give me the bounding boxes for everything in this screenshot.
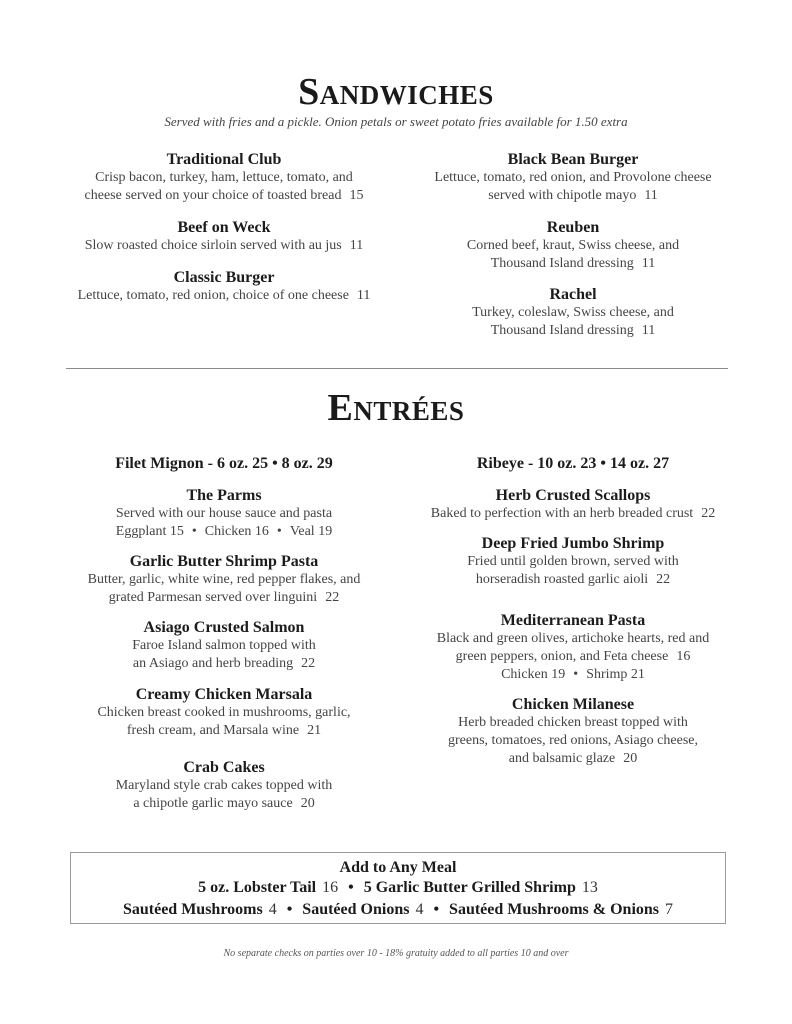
item-desc: Baked to perfection with an herb breaded crust [430,506,694,521]
filet-mignon-line: Filet Mignon - 6 oz. 25 • 8 oz. 29 [115,455,333,472]
item-desc: horseradish roasted garlic aioli [475,572,649,587]
item-desc: Fried until golden brown, served with [467,554,679,569]
item-desc-line2 [394,255,752,273]
item-name: Herb Crusted Scallops [495,487,651,504]
footer-note: No separate checks on parties over 10 - 18% gratuity added to all parties 10 and over [223,948,569,959]
item-name: Asiago Crusted Salmon [143,619,305,636]
sandwiches-title: Sandwiches [298,71,494,113]
item-name: Creamy Chicken Marsala [135,686,313,703]
sandwiches-subtitle: Served with fries and a pickle. Onion petals or sweet potato fries available for 1.50 extra [164,114,628,129]
menu-item [394,150,752,205]
item-desc-line2 [394,648,752,666]
addon-price: 4 [268,901,277,918]
item-desc-line1 [394,505,752,523]
addon-name: 5 oz. Lobster Tail [198,879,317,896]
item-desc-line3 [394,750,752,768]
item-name: Traditional Club [166,151,282,168]
item-desc: a chipotle garlic mayo sauce [133,796,293,811]
item-name: Garlic Butter Shrimp Pasta [129,553,319,570]
item-desc: Lettuce, tomato, red onion, and Provolone cheese [434,170,712,185]
item-desc-line2 [50,795,398,813]
item-price: 15 [349,188,364,203]
item-desc-line2 [50,722,398,740]
item-desc-line1 [50,237,398,255]
menu-item [394,486,752,523]
item-name: Black Bean Burger [507,151,639,168]
item-desc: Thousand Island dressing [490,256,634,271]
item-desc: served with chipotle mayo [488,188,637,203]
item-desc-line2 [50,187,398,205]
item-name: Rachel [549,286,597,303]
menu-item [50,268,398,305]
menu-item [50,685,398,740]
item-desc: greens, tomatoes, red onions, Asiago cheese, [448,733,698,748]
item-name: Reuben [546,219,600,236]
section-divider [66,368,728,369]
item-desc: Thousand Island dressing [490,323,634,338]
option: Chicken 16 [204,524,269,539]
addon-price: 7 [665,901,674,918]
item-desc-line2 [394,571,752,589]
add-to-any-meal-box [70,852,726,924]
item-desc: Lettuce, tomato, red onion, choice of one cheese [77,288,349,303]
item-name: Deep Fried Jumbo Shrimp [481,535,665,552]
item-desc: Herb breaded chicken breast topped with [458,715,688,730]
bullet-separator: • [433,901,440,918]
item-price: 22 [325,590,340,605]
menu-item [50,552,398,607]
bullet-separator: • [286,901,293,918]
item-options [394,666,752,684]
item-desc: cheese served on your choice of toasted bread [84,188,342,203]
item-desc-line1 [50,287,398,305]
item-price: 11 [644,188,658,203]
menu-item [50,618,398,673]
addon-price: 13 [581,879,598,896]
item-desc: Black and green olives, artichoke hearts, red and [436,631,710,646]
item-price: 16 [676,649,691,664]
item-price: 20 [623,751,638,766]
item-desc: Corned beef, kraut, Swiss cheese, and [466,238,680,253]
item-desc: and balsamic glaze [508,751,616,766]
addon-name: Sautéed Onions [302,901,410,918]
item-desc-line2 [394,187,752,205]
item-price: 11 [641,256,656,271]
item-desc: Served with our house sauce and pasta [115,506,333,521]
item-name: Mediterranean Pasta [500,612,646,629]
item-desc: fresh cream, and Marsala wine [126,723,300,738]
menu-item [50,758,398,813]
menu-item [394,534,752,589]
menu-item [50,218,398,255]
option: Chicken 19 [501,667,566,682]
item-desc-line2 [50,589,398,607]
item-options [50,523,398,541]
addon-price: 16 [322,879,339,896]
item-price: 20 [300,796,315,811]
bullet-separator: • [573,667,579,682]
addon-name: Sautéed Mushrooms & Onions [449,901,660,918]
entrees-title: Entrées [327,387,465,429]
item-desc: an Asiago and herb breading [132,656,294,671]
item-price: 11 [641,323,656,338]
bullet-separator: • [191,524,197,539]
addon-name: 5 Garlic Butter Grilled Shrimp [363,879,576,896]
addons-row-2 [71,901,725,919]
bullet-separator: • [348,879,354,896]
item-name: Classic Burger [173,269,275,286]
item-desc: Butter, garlic, white wine, red pepper flakes, and [87,572,361,587]
option: Veal 19 [289,524,333,539]
item-desc-line2 [50,655,398,673]
item-desc: green peppers, onion, and Feta cheese [455,649,669,664]
item-price: 22 [701,506,716,521]
item-name: Beef on Weck [177,219,271,236]
item-desc: grated Parmesan served over linguini [108,590,318,605]
item-desc: Chicken breast cooked in mushrooms, garlic, [97,705,351,720]
menu-item [50,486,398,541]
bullet-separator: • [276,524,282,539]
menu-item [50,150,398,205]
item-desc: Crisp bacon, turkey, ham, lettuce, tomato, and [95,170,353,185]
option: Eggplant 15 [115,524,184,539]
item-desc: Turkey, coleslaw, Swiss cheese, and [472,305,674,320]
addons-title: Add to Any Meal [339,859,457,876]
item-name: Crab Cakes [183,759,265,776]
item-name: Chicken Milanese [511,696,635,713]
ribeye-line: Ribeye - 10 oz. 23 • 14 oz. 27 [476,455,670,472]
menu-item [394,695,752,768]
item-desc: Maryland style crab cakes topped with [115,778,333,793]
menu-item [394,218,752,273]
addon-name: Sautéed Mushrooms [122,901,263,918]
item-price: 21 [307,723,322,738]
item-price: 11 [349,238,364,253]
menu-item [394,611,752,684]
item-price: 22 [656,572,671,587]
option: Shrimp 21 [586,667,645,682]
addon-price: 4 [415,901,424,918]
item-price: 22 [301,656,316,671]
item-desc: Slow roasted choice sirloin served with au jus [84,238,342,253]
item-desc-line2 [394,322,752,340]
menu-item [394,285,752,340]
item-name: The Parms [186,487,262,504]
item-desc: Faroe Island salmon topped with [132,638,316,653]
addons-row-1 [71,879,725,897]
item-price: 11 [356,288,371,303]
